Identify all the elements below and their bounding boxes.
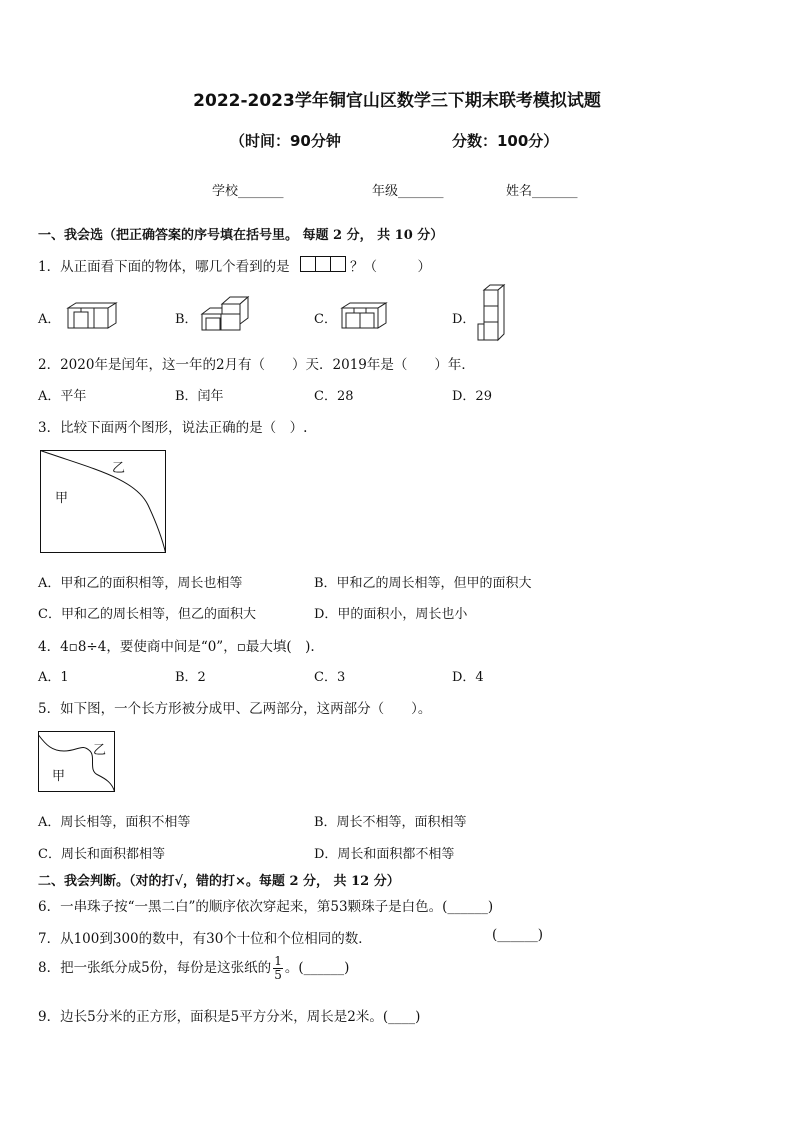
- section-2-heading: 二、我会判断。（对的打√，错的打×。每题 2 分， 共 12 分）: [38, 874, 400, 889]
- q2-option-c[interactable]: C．28: [314, 389, 354, 404]
- question-8-text: 8．把一张纸分成5份，每份是这张纸的: [38, 960, 272, 976]
- question-1-text: 1．从正面看下面的物体，哪几个看到的是: [38, 259, 290, 275]
- q2-option-d[interactable]: D．29: [452, 389, 492, 404]
- q5-option-d[interactable]: D．周长和面积都不相等: [314, 847, 455, 862]
- three-squares-icon: [300, 256, 346, 272]
- q4-option-d[interactable]: D．4: [452, 670, 484, 685]
- fraction-denominator: 5: [274, 968, 282, 982]
- question-6: 6．一串珠子按“一黑二白”的顺序依次穿起来，第53颗珠子是白色。(______): [38, 899, 494, 915]
- section-1-heading: 一、我会选（把正确答案的序号填在括号里。 每题 2 分， 共 10 分）: [38, 228, 444, 243]
- question-8: [38, 953, 349, 983]
- q5-label-yi: 乙: [93, 743, 107, 758]
- q3-option-b[interactable]: B．甲和乙的周长相等，但甲的面积大: [314, 576, 532, 591]
- q1-a-cubes-icon: [62, 302, 120, 330]
- q5-option-b[interactable]: B．周长不相等，面积相等: [314, 815, 467, 830]
- q3-option-c[interactable]: C．甲和乙的周长相等，但乙的面积大: [38, 607, 256, 622]
- q4-option-b[interactable]: B．2: [175, 670, 206, 685]
- q1-b-cubes-icon: [200, 296, 252, 332]
- exam-title: 2022-2023学年铜官山区数学三下期末联考模拟试题: [193, 91, 601, 111]
- name-field: 姓名_______: [506, 184, 578, 199]
- question-7-blank[interactable]: (______): [492, 927, 544, 943]
- question-1: [38, 255, 290, 275]
- q1-option-b[interactable]: B．: [175, 312, 198, 327]
- question-8-blank[interactable]: 。(______): [284, 960, 350, 976]
- exam-score: 分数：100分）: [452, 132, 559, 150]
- question-4: 4．4▫8÷4，要使商中间是“0”，▫最大填( ).: [38, 639, 315, 655]
- q1-d-cubes-icon: [474, 284, 506, 344]
- q4-option-c[interactable]: C．3: [314, 670, 346, 685]
- q5-label-jia: 甲: [52, 769, 66, 784]
- school-field: 学校_______: [212, 184, 284, 199]
- fraction-numerator: 1: [274, 954, 282, 968]
- fraction-one-fifth: [273, 955, 283, 982]
- q1-option-c[interactable]: C．: [314, 312, 337, 327]
- q1-option-d[interactable]: D．: [452, 312, 476, 327]
- question-9: 9．边长5分米的正方形，面积是5平方分米，周长是2米。(____): [38, 1009, 421, 1025]
- question-2: 2．2020年是闰年，这一年的2月有（ ）天．2019年是（ ）年．: [38, 357, 475, 373]
- q3-option-a[interactable]: A．甲和乙的面积相等，周长也相等: [38, 576, 243, 591]
- question-7: 7．从100到300的数中，有30个十位和个位相同的数．: [38, 931, 372, 947]
- question-3: 3．比较下面两个图形，说法正确的是（ ）.: [38, 420, 308, 436]
- q3-label-yi: 乙: [112, 461, 126, 476]
- q5-option-c[interactable]: C．周长和面积都相等: [38, 847, 165, 862]
- q3-label-jia: 甲: [55, 491, 69, 506]
- q5-option-a[interactable]: A．周长相等，面积不相等: [38, 815, 191, 830]
- question-1-tail: ？（ ）: [350, 259, 431, 275]
- q2-option-a[interactable]: A．平年: [38, 389, 87, 404]
- exam-time: （时间：90分钟: [230, 132, 341, 150]
- q1-option-a[interactable]: A．: [38, 312, 61, 327]
- q2-option-b[interactable]: B．闰年: [175, 389, 224, 404]
- q4-option-a[interactable]: A．1: [38, 670, 69, 685]
- q1-c-cubes-icon: [338, 302, 390, 330]
- q3-option-d[interactable]: D．甲的面积小，周长也小: [314, 607, 468, 622]
- question-5: 5．如下图，一个长方形被分成甲、乙两部分，这两部分（ ）。: [38, 701, 432, 717]
- grade-field: 年级_______: [372, 184, 444, 199]
